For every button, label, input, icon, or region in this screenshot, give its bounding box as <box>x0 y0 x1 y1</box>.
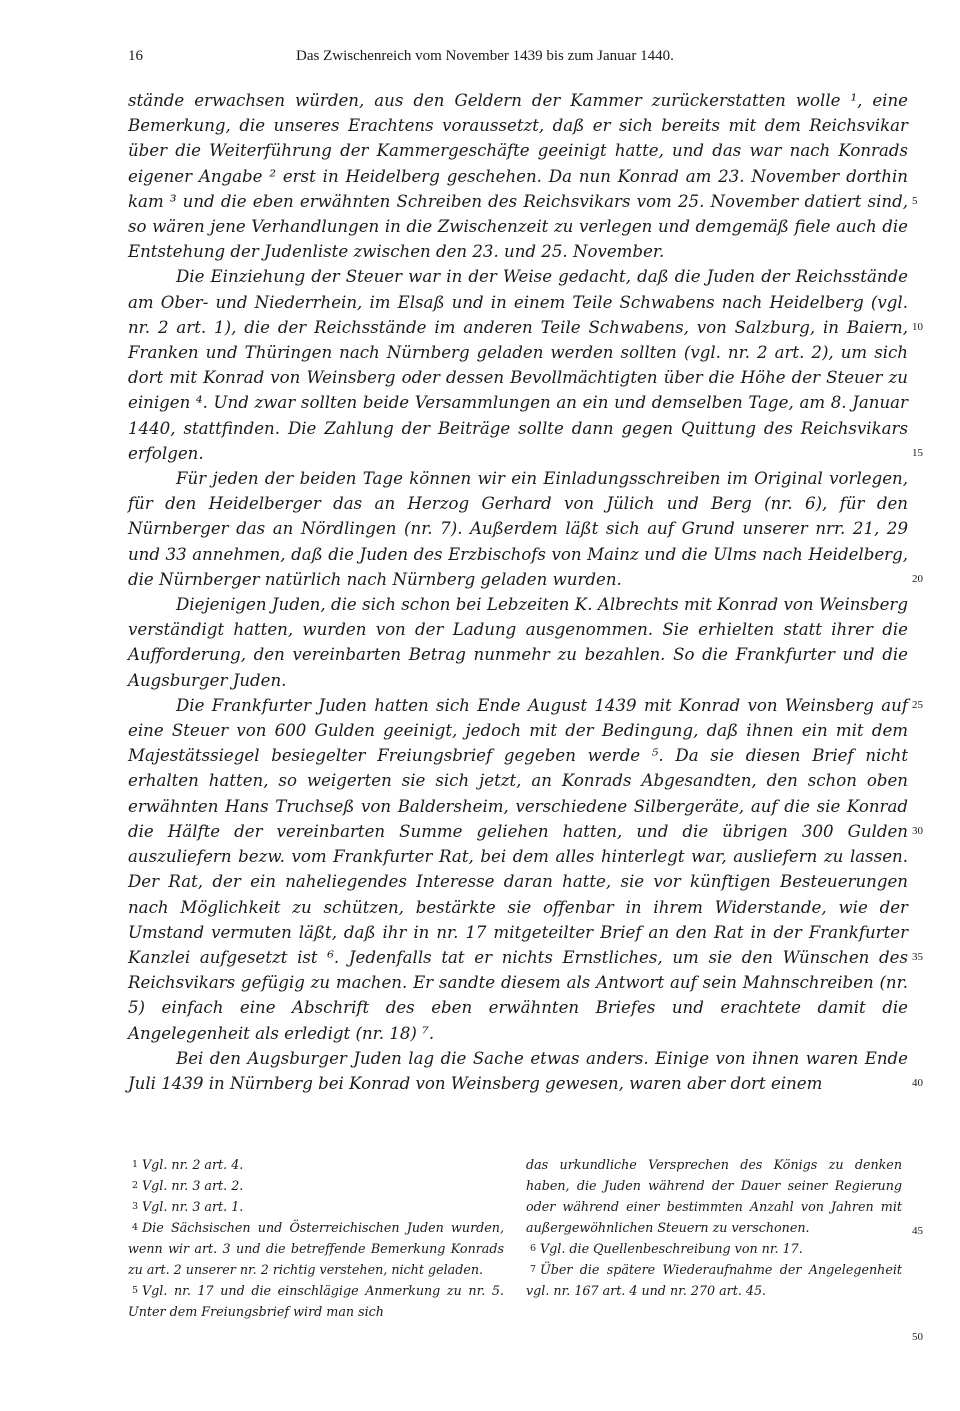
line-number: 50 <box>912 1331 923 1343</box>
footnote-label: 6 <box>529 1243 536 1254</box>
paragraph: stände erwachsen würden, aus den Geldern der Kammer zurückerstatten wolle ¹, eine Bemerkung, die unseres Erachtens voraussetzt, daß er sich bereits mit dem Reichsvikar über die Weiterführung der Kammergeschäfte geeinigt hatte, und das war nach Konrads eigener Angabe ² erst in Heidelberg geschehen. Da nun Konrad am 23. November dorthin kam ³ und die eben erwähnten Schreiben des Reichsvikars vom 25. November datiert sind, so wären jene Verhandlungen in die Zwischenzeit zu verlegen und demgemäß fiele auch die Entstehung der Judenliste zwischen den 23. und 25. November. <box>128 91 908 262</box>
line-number: 15 <box>912 447 923 459</box>
line-number: 25 <box>912 699 923 711</box>
footnotes-left-column <box>128 1154 504 1322</box>
footnote <box>128 1217 504 1280</box>
footnote <box>128 1196 504 1217</box>
footnote <box>128 1280 504 1322</box>
footnote-text: Vgl. nr. 2 art. 4. <box>142 1157 244 1172</box>
line-number: 20 <box>912 573 923 585</box>
line-number-margin <box>912 0 952 1411</box>
footnote-label: 1 <box>131 1159 138 1170</box>
footnote <box>128 1154 504 1175</box>
footnote <box>526 1238 902 1259</box>
footnote-label: 5 <box>131 1285 138 1296</box>
footnote <box>526 1259 902 1301</box>
paragraph: Die Frankfurter Juden hatten sich Ende August 1439 mit Konrad von Weinsberg auf eine Steuer von 600 Gulden geeinigt, jedoch mit der Bedingung, daß ihnen ein mit dem Majestätssiegel besiegelter Freiungsbrief gegeben werde ⁵. Da sie diesen Brief nicht erhalten hatten, so weigerten sie sich jetzt, an Konrads Abgesandten, den schon oben erwähnten Hans Truchseß von Baldersheim, verschiedene Silbergeräte, auf die sie Konrad die Hälfte der vereinbarten Summe geliehen hatten, und die übrigen 300 Gulden auszuliefern bezw. vom Frankfurter Rat, bei dem alles hinterlegt war, ausliefern zu lassen. Der Rat, der ein naheliegendes Interesse daran hatte, sie vor künftigen Besteuerungen nach Möglichkeit zu schützen, bestärkte sie offenbar in ihrem Widerstande, wie der Umstand vermuten läßt, daß ihr in nr. 17 mitgeteilter Brief an den Rat in der Frankfurter Kanzlei aufgesetzt ist ⁶. Jedenfalls tat er nichts Ernstliches, um sie den Wünschen des Reichsvikars gefügig zu machen. Er sandte diesem als Antwort auf sein Mahnschreiben (nr. 5) einfach eine Abschrift des eben erwähnten Briefes und erachtete damit die Angelegenheit als erledigt (nr. 18) ⁷. <box>128 695 908 1043</box>
running-title: Das Zwischenreich vom November 1439 bis zum Januar 1440. <box>296 48 674 64</box>
footnote-continuation: das urkundliche Versprechen des Königs zu denken haben, die Juden während der Dauer seiner Regierung oder während einer bestimmten Anzahl von Jahren mit außergewöhnlichen Steuern zu verschonen. <box>526 1157 902 1235</box>
footnote-label: 2 <box>131 1180 138 1191</box>
paragraph: Bei den Augsburger Juden lag die Sache etwas anders. Einige von ihnen waren Ende Juli 1439 in Nürnberg bei Konrad von Weinsberg gewesen, waren aber dort einem <box>128 1048 908 1093</box>
body-text <box>128 88 908 1096</box>
footnote <box>128 1175 504 1196</box>
paragraph: Diejenigen Juden, die sich schon bei Lebzeiten K. Albrechts mit Konrad von Weinsberg verständigt hatten, wurden von der Ladung ausgenommen. Sie erhielten statt ihrer die Aufforderung, den vereinbarten Betrag nunmehr zu bezahlen. So die Frankfurter und die Augsburger Juden. <box>128 595 908 690</box>
line-number: 35 <box>912 951 923 963</box>
footnote-label: 3 <box>131 1201 138 1212</box>
page-number: 16 <box>128 48 143 64</box>
footnotes <box>128 1154 908 1354</box>
footnote-text: Vgl. die Quellenbeschreibung von nr. 17. <box>540 1241 803 1256</box>
footnote-text: Vgl. nr. 17 und die einschlägige Anmerkung zu nr. 5. Unter dem Freiungsbrief wird man sich <box>128 1283 504 1319</box>
line-number: 45 <box>912 1225 923 1237</box>
page-header <box>128 48 908 72</box>
footnote-text: Über die spätere Wiederaufnahme der Angelegenheit vgl. nr. 167 art. 4 und nr. 270 art. 45. <box>526 1262 902 1298</box>
footnote-text: Die Sächsischen und Österreichischen Juden wurden, wenn wir art. 3 und die betreffende Bemerkung Konrads zu art. 2 unserer nr. 2 richtig verstehen, nicht geladen. <box>128 1220 504 1277</box>
line-number: 10 <box>912 321 923 333</box>
footnote-label: 4 <box>131 1222 138 1233</box>
footnote-label: 7 <box>529 1264 536 1275</box>
footnotes-right-column <box>526 1154 902 1301</box>
line-number: 40 <box>912 1077 923 1089</box>
line-number: 30 <box>912 825 923 837</box>
footnote-text: Vgl. nr. 3 art. 2. <box>142 1178 244 1193</box>
paragraph: Die Einziehung der Steuer war in der Weise gedacht, daß die Juden der Reichsstände am Ober- und Niederrhein, im Elsaß und in einem Teile Schwabens nach Heidelberg (vgl. nr. 2 art. 1), die der Reichsstände im anderen Teile Schwabens, von Salzburg, in Baiern, Franken und Thüringen nach Nürnberg geladen werden sollten (vgl. nr. 2 art. 2), um sich dort mit Konrad von Weinsberg oder dessen Bevollmächtigten über die Höhe der Steuer zu einigen ⁴. Und zwar sollten beide Versammlungen an ein und demselben Tage, am 8. Januar 1440, stattfinden. Die Zahlung der Beiträge sollte dann gegen Quittung des Reichsvikars erfolgen. <box>128 267 908 463</box>
paragraph: Für jeden der beiden Tage können wir ein Einladungsschreiben im Original vorlegen, für den Heidelberger das an Herzog Gerhard von Jülich und Berg (nr. 6), für den Nürnberger das an Nördlingen (nr. 7). Außerdem läßt sich auf Grund unserer nrr. 21, 29 und 33 annehmen, daß die Juden des Erzbischofs von Mainz und die Ulms nach Heidelberg, die Nürnberger natürlich nach Nürnberg geladen wurden. <box>128 469 908 589</box>
footnote-text: Vgl. nr. 3 art. 1. <box>142 1199 244 1214</box>
line-number: 5 <box>912 195 918 207</box>
